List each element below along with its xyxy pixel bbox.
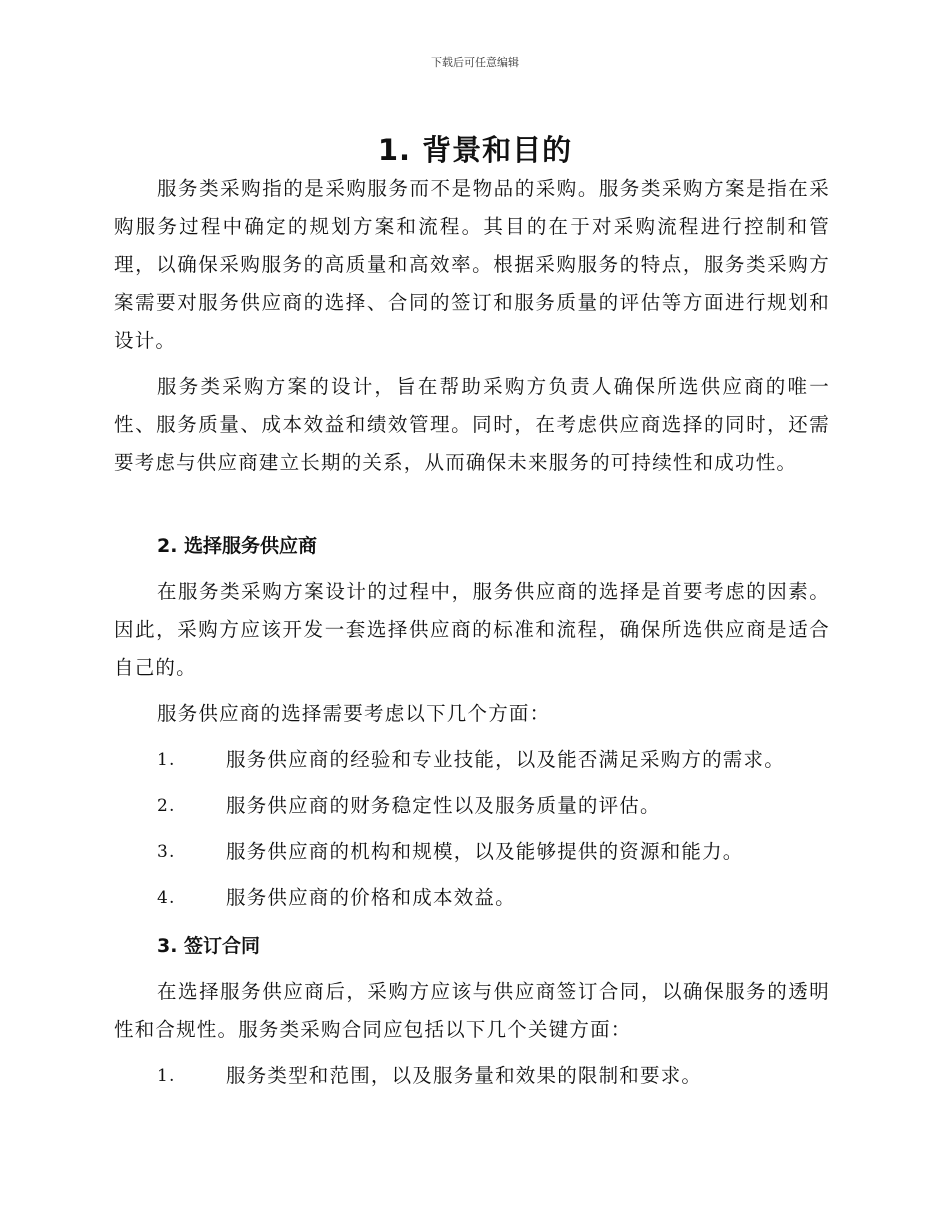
section-sign-contract	[114, 927, 830, 1095]
paragraph: 服务类采购方案的设计，旨在帮助采购方负责人确保所选供应商的唯一性、服务质量、成本效益和绩效管理。同时，在考虑供应商选择的同时，还需要考虑与供应商建立长期的关系，从而确保未来服务的可持续性和成功性。	[114, 375, 830, 474]
list-text: 服务供应商的财务稳定性以及服务质量的评估。	[226, 794, 661, 817]
header-note: 下载后可任意编辑	[431, 56, 519, 69]
list-text: 服务供应商的经验和专业技能，以及能否满足采购方的需求。	[226, 748, 785, 771]
paragraph: 在选择服务供应商后，采购方应该与供应商签订合同，以确保服务的透明性和合规性。服务类采购合同应包括以下几个关键方面：	[114, 980, 830, 1041]
list-number: 4.	[157, 888, 176, 908]
list-text: 服务供应商的价格和成本效益。	[226, 886, 516, 909]
section-background	[114, 170, 830, 482]
contract-list	[114, 1057, 830, 1095]
paragraph: 在服务类采购方案设计的过程中，服务供应商的选择是首要考虑的因素。因此，采购方应该开发一套选择供应商的标准和流程，确保所选供应商是适合自己的。	[114, 580, 830, 679]
list-item	[114, 787, 830, 825]
list-number: 3.	[157, 842, 176, 862]
list-text: 服务供应商的机构和规模，以及能够提供的资源和能力。	[226, 840, 744, 863]
paragraph: 服务供应商的选择需要考虑以下几个方面：	[157, 702, 551, 725]
list-item	[114, 879, 830, 917]
list-number: 1.	[157, 1066, 176, 1086]
list-number: 1.	[157, 750, 176, 770]
list-item	[114, 1057, 830, 1095]
list-text: 服务类型和范围，以及服务量和效果的限制和要求。	[226, 1064, 703, 1087]
list-item	[114, 741, 830, 779]
section-select-supplier	[114, 527, 830, 917]
section-heading: 3. 签订合同	[157, 935, 261, 957]
list-number: 2.	[157, 796, 176, 816]
paragraph: 服务类采购指的是采购服务而不是物品的采购。服务类采购方案是指在采购服务过程中确定的规划方案和流程。其目的在于对采购流程进行控制和管理，以确保采购服务的高质量和高效率。根据采购服务的特点，服务类采购方案需要对服务供应商的选择、合同的签订和服务质量的评估等方面进行规划和设计。	[114, 177, 830, 352]
list-item	[114, 833, 830, 871]
criteria-list	[114, 741, 830, 917]
page-title: 1. 背景和目的	[377, 133, 573, 167]
section-heading: 2. 选择服务供应商	[157, 535, 318, 557]
